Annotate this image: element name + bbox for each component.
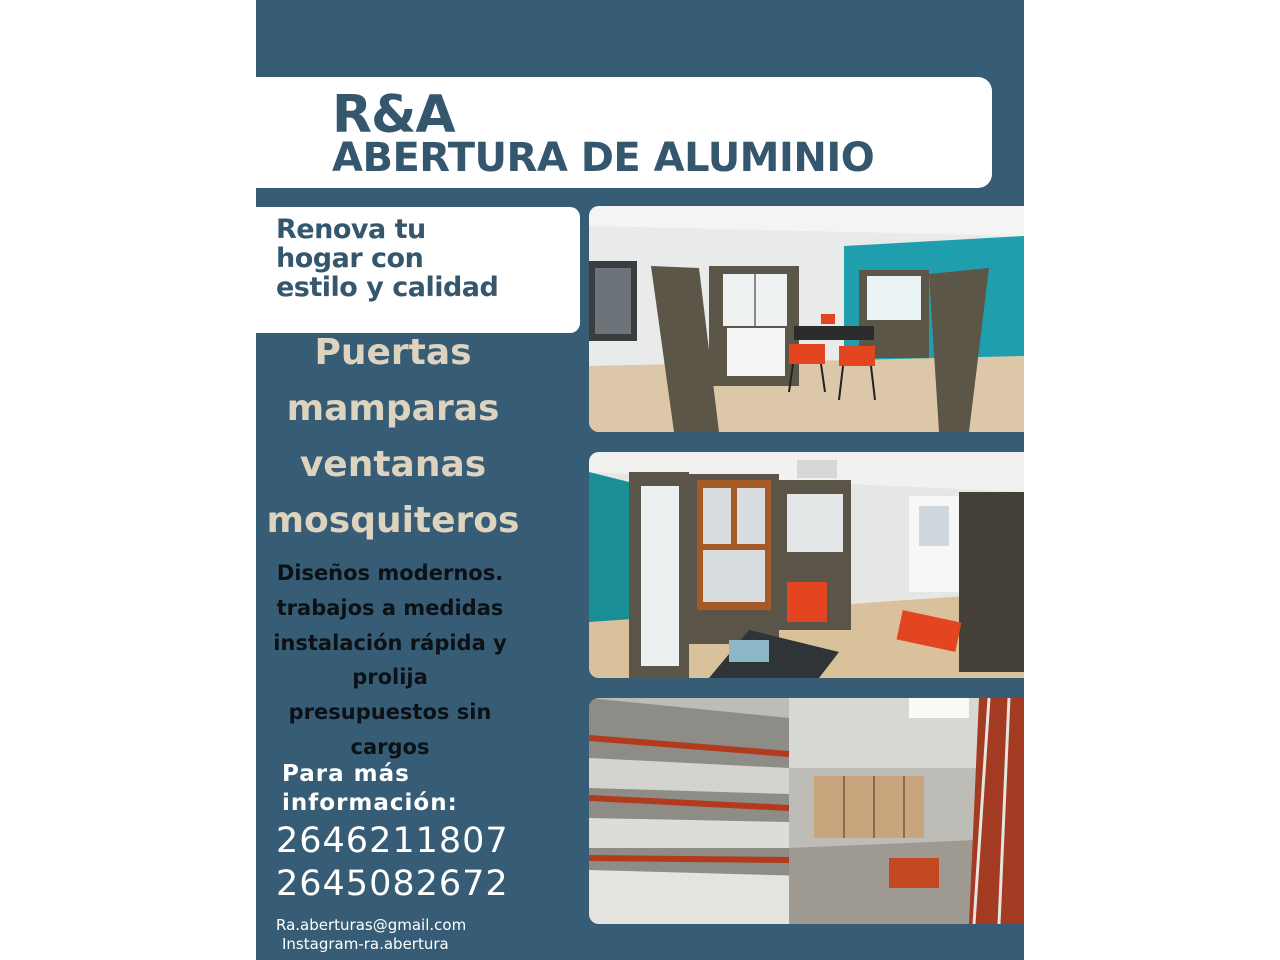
feature-line: trabajos a medidas: [276, 596, 504, 620]
phone-number[interactable]: 2645082672: [276, 864, 509, 904]
title-banner: [256, 77, 992, 188]
product-mosquito-nets: mosquiteros: [266, 500, 520, 541]
slogan-line: estilo y calidad: [276, 272, 499, 303]
product-screens: mamparas: [286, 388, 500, 429]
feature-line: instalación rápida y: [273, 631, 507, 655]
email-link[interactable]: Ra.aberturas@gmail.com: [276, 916, 467, 934]
showroom-photo-illustration: [589, 206, 1024, 432]
feature-line: presupuestos sin: [288, 700, 492, 724]
feature-line: cargos: [350, 735, 430, 759]
instagram-handle[interactable]: Instagram-ra.abertura: [282, 935, 449, 953]
feature-line: prolija: [352, 665, 428, 689]
windows-photo-illustration: [589, 452, 1024, 678]
product-windows: ventanas: [299, 444, 487, 485]
workshop-photo-illustration: [589, 698, 1024, 924]
info-label: Para más: [282, 761, 410, 787]
brand-name: R&A: [332, 85, 455, 145]
slogan-line: hogar con: [276, 243, 424, 274]
windows-photo: [589, 452, 1024, 678]
flyer: [256, 0, 1024, 960]
feature-line: Diseños modernos.: [276, 561, 504, 585]
phone-number[interactable]: 2646211807: [276, 821, 509, 861]
info-label: información:: [282, 790, 458, 816]
slogan-line: Renova tu: [276, 214, 426, 245]
brand-subtitle: ABERTURA DE ALUMINIO: [332, 135, 875, 181]
workshop-photo: [589, 698, 1024, 924]
showroom-photo: [589, 206, 1024, 432]
slogan-card: [256, 207, 580, 333]
product-doors: Puertas: [314, 332, 472, 373]
